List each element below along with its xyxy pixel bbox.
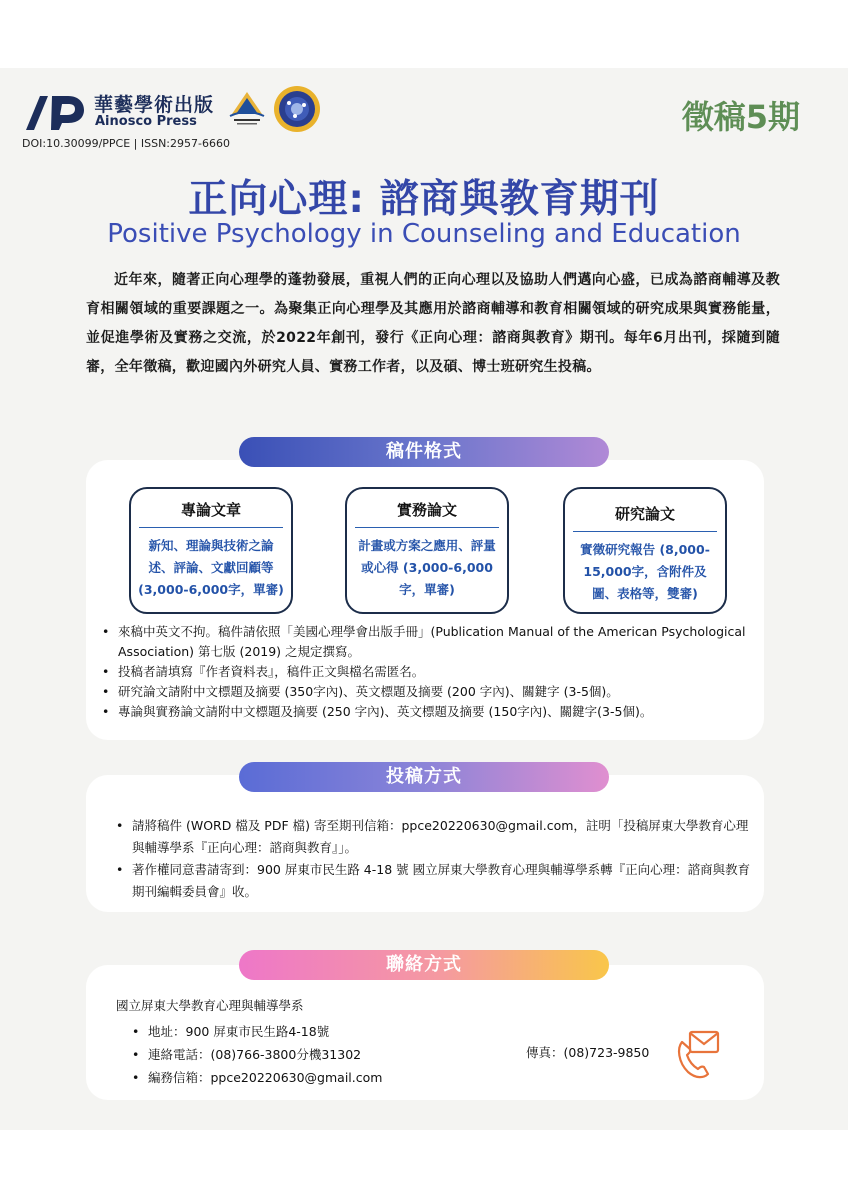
list-item: • 投稿者請填寫『作者資料表』，稿件正文與檔名需匿名。 (102, 662, 762, 682)
format-heading: 稿件格式 (239, 437, 609, 467)
format-box-title: 實務論文 (396, 501, 457, 519)
bottom-margin (0, 1130, 848, 1200)
format-box-title: 研究論文 (614, 505, 675, 523)
contact-fax: 傳真：(08)723-9850 (526, 1045, 650, 1060)
contact-phone: • 連絡電話：(08)766-3800分機31302 (132, 1043, 492, 1066)
format-box-research (563, 487, 727, 614)
university-logo-icon (228, 86, 266, 130)
ainosco-logo-icon (24, 92, 86, 132)
contact-department: 國立屏東大學教育心理與輔導學系 (116, 998, 304, 1013)
list-item: • 著作權同意書請寄到：900 屏東市民生路 4-18 號 國立屏東大學教育心理與輔導學系轉『正向心理：諮商與教育 期刊編輯委員會』收。 (116, 859, 756, 903)
contact-email: • 編務信箱：ppce20220630@gmail.com (132, 1066, 492, 1089)
format-box-body: 計畫或方案之應用、評量或心得 (3,000-6,000字，單審) (358, 538, 496, 597)
divider (573, 531, 717, 532)
issue-label: 徵稿5期 (681, 98, 800, 136)
intro-paragraph: 近年來，隨著正向心理學的蓬勃發展，重視人們的正向心理以及協助人們邁向心盛，已成為諮商輔導及教育相關領域的重要課題之一。為聚集正向心理學及其應用於諮商輔導和教育相關領域的研究成果與實務能量，並促進學術及實務之交流，於2022年創刊，發行《正向心理：諮商與教育》期刊。每年6月出刊，採隨到隨審，全年徵稿，歡迎國內外研究人員、實務工作者，以及碩、博士班研究生投稿。 (86, 272, 780, 375)
journal-title-zh: 正向心理: 諮商與教育期刊 (188, 177, 660, 222)
list-item: • 來稿中英文不拘。稿件請依照「美國心理學會出版手冊」(Publication Manual of the American Psychological Association) 第七版 (2019) 之規定撰寫。 (102, 622, 762, 662)
format-box-title: 專論文章 (180, 501, 241, 519)
format-box-practice (345, 487, 509, 614)
divider (355, 527, 499, 528)
list-item: • 請將稿件 (WORD 檔及 PDF 檔) 寄至期刊信箱：ppce20220630@gmail.com，註明「投稿屏東大學教育心理與輔導學系『正向心理：諮商與教育』」。 (116, 815, 756, 859)
contact-heading: 聯絡方式 (239, 950, 609, 980)
doi-issn: DOI:10.30099/PPCE | ISSN:2957-6660 (22, 137, 230, 150)
journal-title-en: Positive Psychology in Counseling and Education (107, 219, 741, 249)
submission-list (116, 815, 756, 903)
divider (139, 527, 283, 528)
list-item: • 專論與實務論文請附中文標題及摘要 (250 字內)、英文標題及摘要 (150字內)、關鍵字(3-5個)。 (102, 702, 762, 722)
list-item: • 研究論文請附中文標題及摘要 (350字內)、英文標題及摘要 (200 字內)、關鍵字 (3-5個)。 (102, 682, 762, 702)
format-box-body: 實徵研究報告 (8,000-15,000字，含附件及圖、表格等，雙審) (580, 542, 710, 601)
publisher-name-en: Ainosco Press (95, 114, 197, 129)
publisher-name-zh: 華藝學術出版 (94, 94, 215, 116)
format-box-commentary (129, 487, 293, 614)
contact-address: • 地址：900 屏東市民生路4-18號 (132, 1020, 492, 1043)
mail-phone-icon (674, 1028, 722, 1080)
university-seal-icon (273, 85, 321, 133)
format-box-body: 新知、理論與技術之論述、評論、文獻回顧等(3,000-6,000字，單審) (138, 538, 284, 597)
submission-heading: 投稿方式 (239, 762, 609, 792)
contact-list (132, 1020, 492, 1089)
format-rules-list (102, 622, 762, 722)
